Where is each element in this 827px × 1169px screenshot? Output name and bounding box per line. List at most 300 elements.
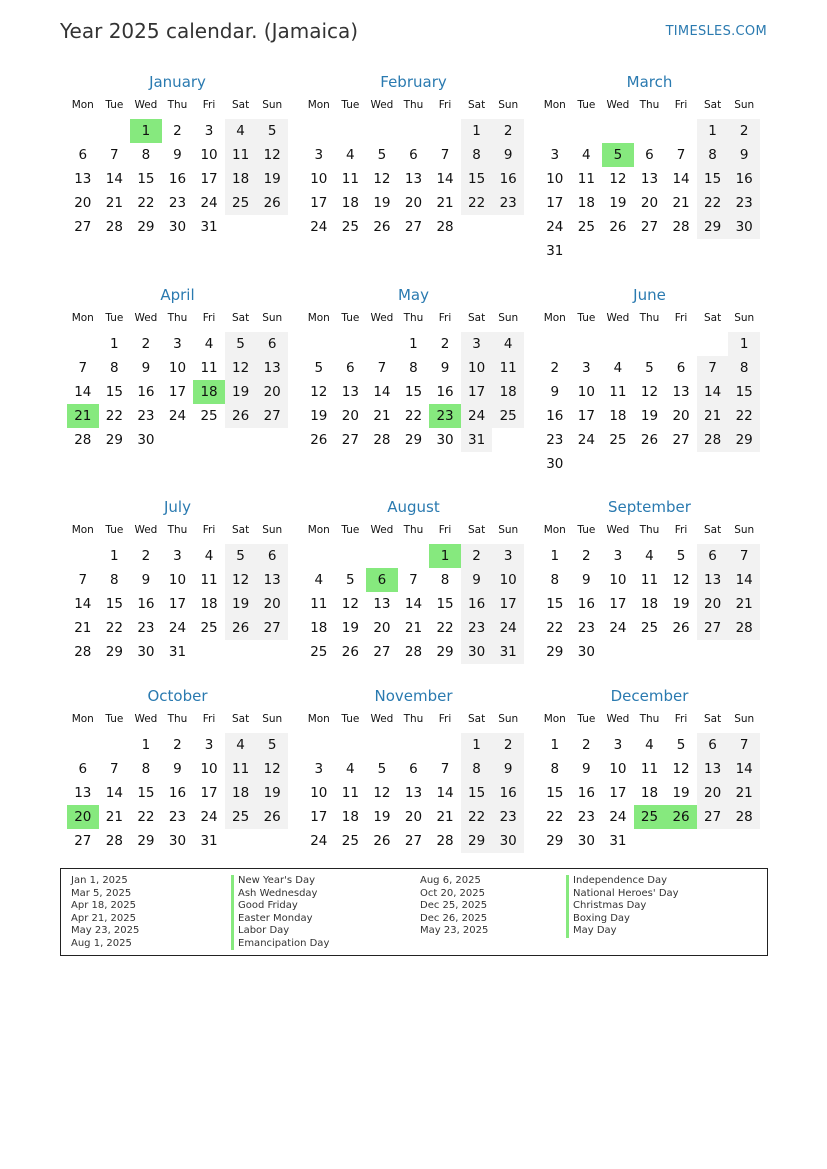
empty-cell [99, 117, 131, 143]
day-cell: 5 [377, 147, 387, 163]
weekday-header: Tue [335, 95, 367, 117]
day-cell: 7 [78, 360, 88, 376]
day-cell: 25 [225, 191, 257, 215]
empty-cell [634, 640, 666, 664]
day-cell: 3 [162, 330, 194, 356]
weekday-header: Sat [225, 709, 257, 731]
day-cell: 11 [200, 572, 218, 588]
day-cell: 3 [550, 147, 560, 163]
day-cell: 18 [341, 809, 359, 825]
day-cell: 26 [256, 805, 288, 829]
day-cell: 10 [200, 761, 218, 777]
weekday-header: Mon [303, 520, 335, 542]
day-cell: 7 [377, 360, 387, 376]
day-cell: 18 [640, 596, 659, 612]
empty-cell [256, 215, 288, 239]
day-cell: 9 [728, 143, 760, 167]
day-cell: 6 [78, 147, 88, 163]
empty-cell [366, 731, 398, 757]
day-cell: 5 [225, 542, 257, 568]
day-cell: 10 [577, 384, 595, 400]
day-cell: 8 [141, 147, 151, 163]
day-cell: 9 [582, 761, 591, 777]
brand-logo-text[interactable]: TIMESLES.COM [665, 24, 767, 39]
day-cell: 13 [74, 171, 92, 187]
day-cell: 19 [256, 781, 288, 805]
day-cell: 16 [492, 167, 524, 191]
day-cell: 2 [492, 117, 524, 143]
day-cell: 12 [256, 757, 288, 781]
day-cell: 10 [609, 761, 627, 777]
day-cell: 13 [341, 384, 359, 400]
day-cell: 22 [137, 809, 155, 825]
empty-cell [366, 542, 398, 568]
day-cell: 19 [373, 809, 391, 825]
day-cell: 23 [137, 620, 155, 636]
day-cell: 28 [74, 432, 92, 448]
day-cell: 21 [404, 620, 423, 636]
day-cell: 20 [697, 592, 729, 616]
empty-cell [571, 330, 603, 356]
day-cell: 18 [640, 785, 659, 801]
day-cell: 26 [225, 616, 257, 640]
day-cell: 26 [609, 219, 627, 235]
weekday-header: Fri [665, 308, 697, 330]
empty-cell [602, 239, 634, 263]
day-cell: 8 [141, 761, 151, 777]
weekday-header: Tue [335, 308, 367, 330]
weekday-header: Sun [728, 520, 760, 542]
day-cell: 16 [577, 785, 595, 801]
empty-cell [602, 640, 634, 664]
day-cell: 8 [461, 143, 493, 167]
weekday-header: Mon [67, 308, 99, 330]
weekday-header: Fri [193, 95, 225, 117]
day-cell: 7 [78, 572, 88, 588]
day-cell: 4 [225, 117, 257, 143]
day-cell: 8 [697, 143, 729, 167]
day-cell: 17 [310, 195, 328, 211]
day-cell: 27 [697, 805, 729, 829]
weekday-header: Sat [225, 308, 257, 330]
day-cell: 8 [550, 572, 560, 588]
day-cell: 9 [582, 572, 591, 588]
empty-cell [256, 428, 288, 452]
day-cell: 24 [200, 195, 218, 211]
day-cell: 9 [461, 568, 493, 592]
day-cell: 17 [168, 384, 187, 400]
day-cell: 31 [546, 243, 564, 259]
day-cell: 13 [74, 785, 92, 801]
day-cell: 15 [697, 167, 729, 191]
weekday-header: Mon [67, 520, 99, 542]
month-name: August [387, 498, 440, 516]
day-cell: 21 [105, 809, 123, 825]
day-cell: 13 [404, 171, 423, 187]
day-cell: 17 [310, 809, 328, 825]
day-cell: 6 [409, 147, 418, 163]
day-cell: 2 [162, 731, 194, 757]
day-cell: 25 [225, 805, 257, 829]
day-cell: 22 [728, 404, 760, 428]
weekday-header: Thu [634, 308, 666, 330]
weekday-header: Sat [461, 95, 493, 117]
day-cell: 5 [256, 117, 288, 143]
weekday-header: Sat [697, 709, 729, 731]
holiday-dates-col-2 [420, 875, 488, 938]
day-cell: 10 [168, 360, 187, 376]
holiday-names-col-2 [566, 875, 679, 938]
empty-cell [225, 215, 257, 239]
day-cell: 30 [461, 640, 493, 664]
day-cell: 1 [539, 731, 571, 757]
day-cell: 23 [429, 404, 461, 428]
day-cell: 30 [492, 829, 524, 853]
day-cell: 10 [609, 572, 627, 588]
day-cell: 14 [373, 384, 391, 400]
empty-cell [602, 452, 634, 476]
day-cell: 17 [609, 785, 627, 801]
day-cell: 7 [728, 731, 760, 757]
day-cell: 7 [110, 147, 119, 163]
day-cell: 30 [546, 456, 564, 472]
day-cell: 1 [728, 330, 760, 356]
day-cell: 29 [137, 833, 155, 849]
weekday-header: Sat [697, 520, 729, 542]
day-cell: 22 [461, 805, 493, 829]
day-cell: 3 [193, 731, 225, 757]
day-cell: 28 [436, 219, 454, 235]
weekday-header: Fri [429, 95, 461, 117]
day-cell: 19 [256, 167, 288, 191]
empty-cell [162, 428, 194, 452]
day-cell: 27 [341, 432, 359, 448]
weekday-header: Wed [366, 709, 398, 731]
day-cell: 7 [110, 761, 119, 777]
weekday-header: Sun [256, 95, 288, 117]
weekday-header: Wed [602, 308, 634, 330]
day-cell: 4 [346, 147, 355, 163]
day-cell: 31 [461, 428, 493, 452]
day-cell: 4 [193, 542, 225, 568]
weekday-header: Sun [728, 95, 760, 117]
weekday-header: Wed [130, 520, 162, 542]
day-cell: 5 [225, 330, 257, 356]
day-cell: 19 [640, 408, 659, 424]
day-cell: 18 [577, 195, 595, 211]
day-cell: 14 [436, 785, 454, 801]
day-cell: 11 [310, 596, 328, 612]
weekday-header: Tue [571, 709, 603, 731]
day-cell: 22 [461, 191, 493, 215]
weekday-header: Fri [193, 308, 225, 330]
empty-cell [728, 829, 760, 853]
day-cell: 9 [492, 757, 524, 781]
day-cell: 31 [200, 833, 218, 849]
day-cell: 25 [640, 620, 659, 636]
holiday-dates-col-1 [71, 875, 139, 950]
day-cell: 2 [130, 330, 162, 356]
day-cell: 29 [137, 219, 155, 235]
day-cell: 3 [162, 542, 194, 568]
empty-cell [398, 731, 430, 757]
day-cell: 16 [728, 167, 760, 191]
day-cell: 24 [168, 620, 187, 636]
empty-cell [539, 117, 571, 143]
day-cell: 24 [577, 432, 595, 448]
weekday-header: Thu [398, 308, 430, 330]
day-cell: 22 [404, 408, 423, 424]
weekday-header: Sat [461, 308, 493, 330]
empty-cell [492, 428, 524, 452]
day-cell: 16 [492, 781, 524, 805]
day-cell: 4 [492, 330, 524, 356]
day-cell: 10 [310, 785, 328, 801]
weekday-header: Sun [256, 709, 288, 731]
weekday-header: Thu [162, 520, 194, 542]
empty-cell [429, 117, 461, 143]
holiday-date: Aug 1, 2025 [71, 937, 132, 949]
day-cell: 25 [492, 404, 524, 428]
empty-cell [539, 330, 571, 356]
day-cell: 4 [193, 330, 225, 356]
day-cell: 29 [105, 432, 123, 448]
day-cell: 21 [373, 408, 391, 424]
day-cell: 17 [200, 785, 218, 801]
empty-cell [697, 829, 729, 853]
day-cell: 25 [310, 644, 328, 660]
day-cell: 29 [728, 428, 760, 452]
day-cell: 26 [341, 644, 359, 660]
day-cell: 5 [645, 360, 654, 376]
day-cell: 23 [577, 809, 595, 825]
day-cell: 13 [404, 785, 423, 801]
day-cell: 8 [110, 360, 119, 376]
day-cell: 9 [492, 143, 524, 167]
day-cell: 21 [672, 195, 690, 211]
empty-cell [665, 452, 697, 476]
weekday-header: Sun [728, 709, 760, 731]
day-cell: 20 [697, 781, 729, 805]
day-cell: 8 [409, 360, 418, 376]
day-cell: 19 [672, 785, 690, 801]
day-cell: 26 [256, 191, 288, 215]
empty-cell [571, 239, 603, 263]
day-cell: 10 [546, 171, 564, 187]
day-cell: 30 [137, 432, 155, 448]
day-cell: 26 [373, 219, 391, 235]
day-cell: 24 [609, 620, 627, 636]
empty-cell [303, 330, 335, 356]
day-cell: 12 [225, 356, 257, 380]
day-cell: 20 [256, 380, 288, 404]
day-cell: 29 [404, 432, 423, 448]
day-cell: 24 [461, 404, 493, 428]
day-cell: 1 [461, 117, 493, 143]
day-cell: 11 [492, 356, 524, 380]
day-cell: 16 [546, 408, 564, 424]
day-cell: 5 [256, 731, 288, 757]
month-name: February [380, 73, 447, 91]
weekday-header: Fri [193, 709, 225, 731]
day-cell: 26 [665, 805, 697, 829]
day-cell: 6 [409, 761, 418, 777]
weekday-header: Mon [539, 709, 571, 731]
day-cell: 28 [697, 428, 729, 452]
day-cell: 27 [256, 404, 288, 428]
day-cell: 28 [436, 833, 454, 849]
day-cell: 26 [310, 432, 328, 448]
holiday-date: Apr 18, 2025 [71, 900, 137, 911]
weekday-header: Fri [429, 709, 461, 731]
empty-cell [67, 542, 99, 568]
day-cell: 18 [200, 596, 218, 612]
day-cell: 15 [461, 781, 493, 805]
day-cell: 12 [672, 572, 690, 588]
day-cell: 12 [373, 171, 391, 187]
day-cell: 2 [492, 731, 524, 757]
day-cell: 28 [404, 644, 423, 660]
day-cell: 17 [168, 596, 187, 612]
day-cell: 20 [256, 592, 288, 616]
day-cell: 27 [256, 616, 288, 640]
holiday-name: Easter Monday [231, 913, 329, 926]
day-cell: 29 [546, 833, 564, 849]
day-cell: 1 [461, 731, 493, 757]
weekday-header: Thu [398, 95, 430, 117]
weekday-header: Thu [398, 520, 430, 542]
empty-cell [335, 330, 367, 356]
day-cell: 22 [105, 620, 123, 636]
day-cell: 19 [341, 620, 359, 636]
day-cell: 25 [341, 833, 359, 849]
day-cell: 9 [141, 360, 151, 376]
weekday-header: Fri [193, 520, 225, 542]
page-title: Year 2025 calendar. (Jamaica) [60, 19, 359, 43]
day-cell: 11 [640, 572, 659, 588]
day-cell: 27 [640, 219, 659, 235]
day-cell: 2 [162, 117, 194, 143]
day-cell: 15 [137, 171, 155, 187]
weekday-header: Tue [335, 709, 367, 731]
holiday-date: Dec 25, 2025 [420, 900, 488, 911]
day-cell: 14 [74, 596, 92, 612]
weekday-header: Thu [634, 95, 666, 117]
day-cell: 23 [168, 809, 187, 825]
day-cell: 27 [404, 219, 423, 235]
day-cell: 31 [609, 833, 627, 849]
weekday-header: Mon [539, 308, 571, 330]
day-cell: 20 [672, 408, 690, 424]
month-name: July [164, 498, 191, 516]
day-cell: 20 [404, 809, 423, 825]
day-cell: 24 [492, 616, 524, 640]
weekday-header: Sun [492, 308, 524, 330]
holiday-date: Apr 21, 2025 [71, 912, 137, 924]
day-cell: 5 [665, 731, 697, 757]
empty-cell [335, 117, 367, 143]
day-cell: 27 [74, 219, 92, 235]
day-cell: 5 [602, 143, 634, 167]
month-name: December [610, 687, 689, 705]
day-cell: 15 [105, 596, 123, 612]
day-cell: 10 [200, 147, 218, 163]
day-cell: 15 [105, 384, 123, 400]
day-cell: 12 [341, 596, 359, 612]
day-cell: 15 [436, 596, 454, 612]
day-cell: 24 [310, 219, 328, 235]
day-cell: 16 [461, 592, 493, 616]
holiday-name: Christmas Day [566, 900, 679, 913]
holiday-name: May Day [566, 925, 679, 938]
day-cell: 13 [697, 757, 729, 781]
day-cell: 21 [728, 592, 760, 616]
day-cell: 2 [461, 542, 493, 568]
day-cell: 1 [398, 330, 430, 356]
day-cell: 16 [137, 384, 155, 400]
day-cell: 13 [672, 384, 690, 400]
day-cell: 4 [634, 731, 666, 757]
day-cell: 5 [377, 761, 387, 777]
day-cell: 3 [582, 360, 591, 376]
day-cell: 10 [492, 568, 524, 592]
day-cell: 17 [461, 380, 493, 404]
day-cell: 28 [728, 616, 760, 640]
day-cell: 2 [571, 731, 603, 757]
day-cell: 24 [168, 408, 187, 424]
day-cell: 8 [440, 572, 450, 588]
empty-cell [697, 330, 729, 356]
weekday-header: Tue [99, 709, 131, 731]
empty-cell [728, 239, 760, 263]
empty-cell [67, 117, 99, 143]
day-cell: 4 [225, 731, 257, 757]
day-cell: 9 [141, 572, 151, 588]
empty-cell [571, 117, 603, 143]
day-cell: 22 [105, 408, 123, 424]
day-cell: 1 [130, 117, 162, 143]
day-cell: 28 [74, 644, 92, 660]
weekday-header: Thu [398, 709, 430, 731]
weekday-header: Tue [571, 308, 603, 330]
day-cell: 1 [130, 731, 162, 757]
empty-cell [99, 731, 131, 757]
day-cell: 14 [105, 785, 123, 801]
day-cell: 5 [346, 572, 355, 588]
day-cell: 30 [436, 432, 454, 448]
empty-cell [492, 215, 524, 239]
day-cell: 3 [461, 330, 493, 356]
day-cell: 2 [550, 360, 560, 376]
holiday-name: Emancipation Day [231, 938, 329, 951]
empty-cell [665, 117, 697, 143]
day-cell: 3 [602, 542, 634, 568]
weekday-header: Tue [99, 95, 131, 117]
holiday-legend [60, 868, 768, 956]
day-cell: 5 [665, 542, 697, 568]
day-cell: 6 [697, 731, 729, 757]
empty-cell [429, 731, 461, 757]
empty-cell [665, 640, 697, 664]
day-cell: 13 [373, 596, 391, 612]
weekday-header: Mon [303, 308, 335, 330]
day-cell: 30 [728, 215, 760, 239]
day-cell: 13 [697, 568, 729, 592]
empty-cell [602, 330, 634, 356]
day-cell: 4 [613, 360, 623, 376]
day-cell: 13 [256, 356, 288, 380]
day-cell: 8 [461, 757, 493, 781]
